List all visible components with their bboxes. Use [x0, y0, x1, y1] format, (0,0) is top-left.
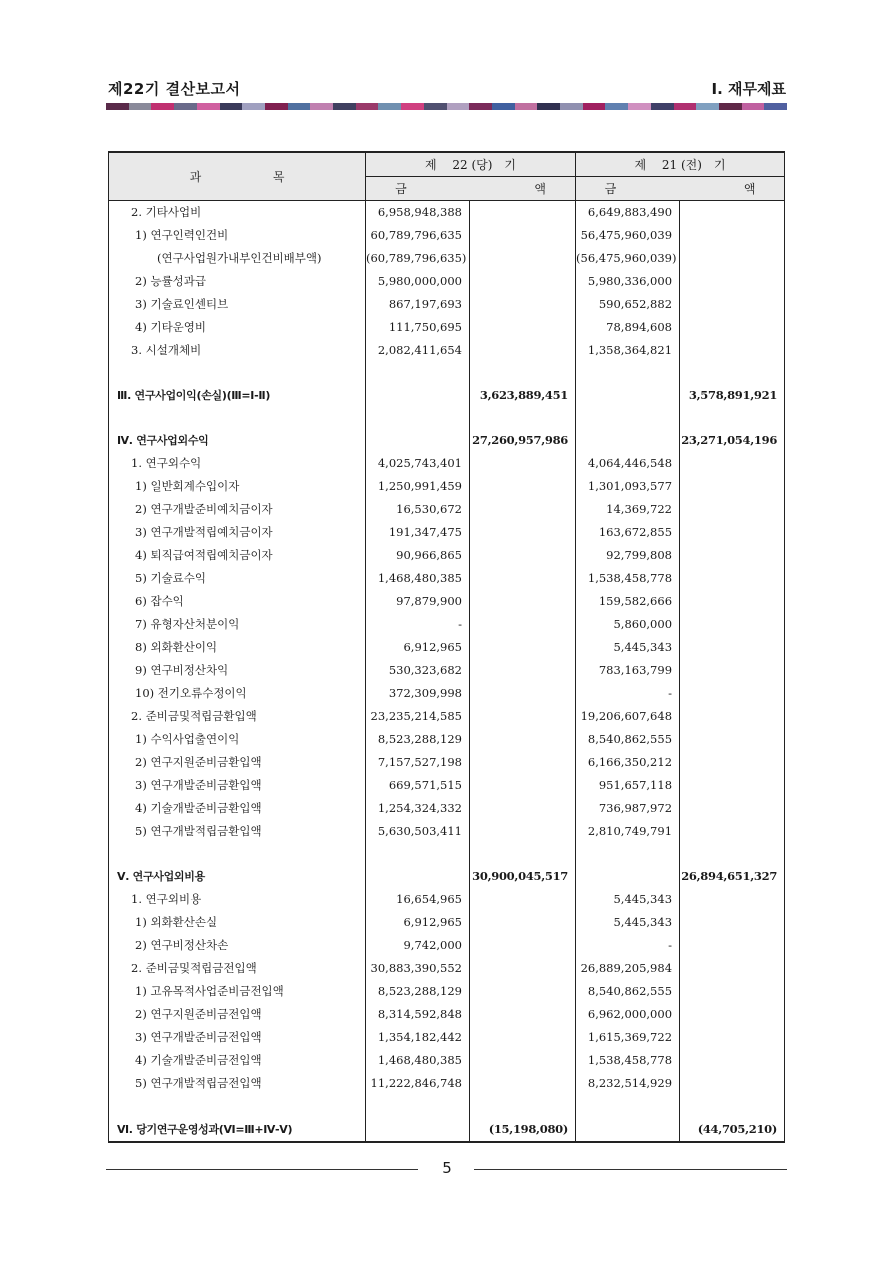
spacer-cell [680, 361, 785, 383]
current-total-amount [470, 635, 576, 658]
section-total-row [109, 383, 785, 406]
current-total-amount [470, 681, 576, 704]
spacer-cell [109, 1094, 366, 1116]
current-total-amount [470, 1025, 576, 1048]
stripe-segment [560, 103, 583, 110]
current-detail-amount: - [366, 612, 470, 635]
section-title: Ⅰ. 재무제표 [711, 80, 786, 98]
income-statement-table [108, 151, 785, 1143]
table-row [109, 566, 785, 589]
spacer-cell [109, 842, 366, 864]
stripe-segment [106, 103, 129, 110]
table-row [109, 520, 785, 543]
current-detail-amount: 5,980,000,000 [366, 269, 470, 292]
table-row [109, 887, 785, 910]
previous-detail-amount: 1,615,369,722 [576, 1025, 680, 1048]
current-detail-amount: 111,750,695 [366, 315, 470, 338]
row-label: 2) 연구개발준비예치금이자 [109, 497, 366, 520]
current-total-amount [470, 933, 576, 956]
row-label: 9) 연구비정산차익 [109, 658, 366, 681]
current-total-amount [470, 796, 576, 819]
current-total-amount [470, 223, 576, 246]
previous-detail-amount: 56,475,960,039 [576, 223, 680, 246]
previous-detail-amount: 1,301,093,577 [576, 474, 680, 497]
current-total-amount [470, 497, 576, 520]
row-label: 7) 유형자산처분이익 [109, 612, 366, 635]
previous-total-amount [680, 933, 785, 956]
previous-amount-header [576, 176, 785, 200]
current-detail-amount [366, 864, 470, 887]
spacer-cell [680, 1094, 785, 1116]
previous-total-amount [680, 612, 785, 635]
previous-detail-amount: 5,445,343 [576, 887, 680, 910]
previous-period-header: 제 21 (전) 기 [576, 152, 785, 176]
stripe-segment [447, 103, 470, 110]
current-detail-amount: 530,323,682 [366, 658, 470, 681]
spacer-row [109, 406, 785, 428]
spacer-cell [680, 406, 785, 428]
page-number: 5 [442, 1159, 452, 1177]
table-row [109, 773, 785, 796]
current-total-amount [470, 1071, 576, 1094]
subject-header-char-a: 과 [189, 169, 202, 184]
previous-detail-amount: 8,232,514,929 [576, 1071, 680, 1094]
current-period-header: 제 22 (당) 기 [366, 152, 576, 176]
row-label: 1. 연구외비용 [109, 887, 366, 910]
spacer-cell [109, 406, 366, 428]
table-row [109, 1025, 785, 1048]
stripe-segment [469, 103, 492, 110]
previous-total-amount [680, 1025, 785, 1048]
previous-detail-amount: 159,582,666 [576, 589, 680, 612]
current-detail-amount: 1,468,480,385 [366, 1048, 470, 1071]
amount-header-char-a: 금 [395, 181, 407, 196]
table-row [109, 750, 785, 773]
previous-detail-amount: 590,652,882 [576, 292, 680, 315]
previous-detail-amount: 26,889,205,984 [576, 956, 680, 979]
previous-detail-amount: - [576, 681, 680, 704]
spacer-cell [366, 361, 470, 383]
previous-detail-amount: 783,163,799 [576, 658, 680, 681]
spacer-cell [576, 361, 680, 383]
stripe-segment [605, 103, 628, 110]
spacer-cell [576, 1094, 680, 1116]
current-total-amount [470, 727, 576, 750]
previous-detail-amount: 19,206,607,648 [576, 704, 680, 727]
stripe-segment [378, 103, 401, 110]
table-row [109, 200, 785, 223]
stripe-segment [288, 103, 311, 110]
previous-total-amount [680, 887, 785, 910]
current-total-amount [470, 910, 576, 933]
current-total-amount [470, 315, 576, 338]
current-total-amount [470, 474, 576, 497]
table-row [109, 292, 785, 315]
stripe-segment [333, 103, 356, 110]
spacer-cell [470, 842, 576, 864]
current-total-amount [470, 246, 576, 269]
table-row [109, 223, 785, 246]
current-total-amount [470, 819, 576, 842]
previous-total-amount [680, 727, 785, 750]
subject-header-char-b: 목 [272, 169, 285, 184]
previous-detail-amount: 5,445,343 [576, 910, 680, 933]
table-row [109, 1048, 785, 1071]
row-label: Ⅲ. 연구사업이익(손실)(Ⅲ=Ⅰ-Ⅱ) [109, 383, 366, 406]
row-label: 2) 연구지원준비금환입액 [109, 750, 366, 773]
previous-total-amount [680, 246, 785, 269]
previous-detail-amount: 736,987,972 [576, 796, 680, 819]
previous-total-amount [680, 589, 785, 612]
current-total-amount: (15,198,080) [470, 1116, 576, 1142]
current-total-amount [470, 887, 576, 910]
table-row [109, 269, 785, 292]
table-row [109, 612, 785, 635]
previous-total-amount [680, 773, 785, 796]
previous-total-amount: 23,271,054,196 [680, 428, 785, 451]
row-label: 4) 퇴직급여적립예치금이자 [109, 543, 366, 566]
table-row [109, 589, 785, 612]
footer-rule-right [474, 1169, 787, 1170]
current-detail-amount: 6,912,965 [366, 910, 470, 933]
stripe-segment [356, 103, 379, 110]
current-detail-amount: 9,742,000 [366, 933, 470, 956]
current-detail-amount: 867,197,693 [366, 292, 470, 315]
row-label: 3) 연구개발적립예치금이자 [109, 520, 366, 543]
subject-column-header [109, 152, 366, 200]
stripe-segment [515, 103, 538, 110]
stripe-segment [197, 103, 220, 110]
table-row [109, 704, 785, 727]
stripe-segment [174, 103, 197, 110]
stripe-segment [265, 103, 288, 110]
current-total-amount [470, 612, 576, 635]
previous-detail-amount: 4,064,446,548 [576, 451, 680, 474]
table-row [109, 819, 785, 842]
current-detail-amount [366, 428, 470, 451]
stripe-segment [764, 103, 787, 110]
row-label: 1) 수익사업출연이익 [109, 727, 366, 750]
current-detail-amount: 6,958,948,388 [366, 200, 470, 223]
current-detail-amount: 97,879,900 [366, 589, 470, 612]
previous-total-amount [680, 566, 785, 589]
previous-detail-amount: 92,799,808 [576, 543, 680, 566]
current-detail-amount: 2,082,411,654 [366, 338, 470, 361]
previous-total-amount [680, 796, 785, 819]
previous-total-amount [680, 1002, 785, 1025]
previous-total-amount [680, 223, 785, 246]
row-label: 5) 연구개발적립금전입액 [109, 1071, 366, 1094]
previous-detail-amount: 5,860,000 [576, 612, 680, 635]
previous-detail-amount: 8,540,862,555 [576, 979, 680, 1002]
footer-rule-left [106, 1169, 418, 1170]
stripe-segment [151, 103, 174, 110]
table-row [109, 474, 785, 497]
current-detail-amount: 23,235,214,585 [366, 704, 470, 727]
stripe-segment [129, 103, 152, 110]
previous-total-amount [680, 658, 785, 681]
previous-detail-amount: (56,475,960,039) [576, 246, 680, 269]
previous-detail-amount: 6,649,883,490 [576, 200, 680, 223]
row-label: 8) 외화환산이익 [109, 635, 366, 658]
previous-total-amount [680, 635, 785, 658]
current-total-amount: 30,900,045,517 [470, 864, 576, 887]
row-label: 1) 일반회계수입이자 [109, 474, 366, 497]
spacer-cell [680, 842, 785, 864]
previous-total-amount [680, 338, 785, 361]
spacer-cell [576, 406, 680, 428]
spacer-cell [366, 1094, 470, 1116]
row-label: 5) 기술료수익 [109, 566, 366, 589]
previous-total-amount [680, 1071, 785, 1094]
spacer-row [109, 1094, 785, 1116]
row-label: 1. 연구외수익 [109, 451, 366, 474]
previous-detail-amount: 78,894,608 [576, 315, 680, 338]
previous-total-amount: (44,705,210) [680, 1116, 785, 1142]
stripe-segment [674, 103, 697, 110]
table-row [109, 543, 785, 566]
row-label: 6) 잡수익 [109, 589, 366, 612]
previous-total-amount [680, 704, 785, 727]
previous-detail-amount: 951,657,118 [576, 773, 680, 796]
current-total-amount [470, 269, 576, 292]
previous-total-amount [680, 292, 785, 315]
amount-header-char-a: 금 [604, 181, 617, 196]
row-label: 3) 연구개발준비금전입액 [109, 1025, 366, 1048]
spacer-cell [366, 406, 470, 428]
previous-detail-amount: 5,445,343 [576, 635, 680, 658]
row-label: 1) 고유목적사업준비금전입액 [109, 979, 366, 1002]
current-detail-amount: 372,309,998 [366, 681, 470, 704]
row-label: 2) 연구비정산차손 [109, 933, 366, 956]
current-detail-amount: 8,523,288,129 [366, 727, 470, 750]
row-label: 1) 외화환산손실 [109, 910, 366, 933]
current-detail-amount: 30,883,390,552 [366, 956, 470, 979]
stripe-segment [696, 103, 719, 110]
previous-total-amount [680, 269, 785, 292]
spacer-cell [576, 842, 680, 864]
amount-header-char-b: 액 [534, 181, 546, 196]
previous-total-amount [680, 910, 785, 933]
previous-detail-amount: 8,540,862,555 [576, 727, 680, 750]
previous-detail-amount [576, 864, 680, 887]
table-row [109, 497, 785, 520]
current-total-amount [470, 979, 576, 1002]
table-row [109, 658, 785, 681]
stripe-segment [242, 103, 265, 110]
row-label: 4) 기타운영비 [109, 315, 366, 338]
previous-detail-amount: - [576, 933, 680, 956]
current-detail-amount: 90,966,865 [366, 543, 470, 566]
previous-detail-amount: 2,810,749,791 [576, 819, 680, 842]
table-body [109, 200, 785, 1142]
row-label: 4) 기술개발준비금전입액 [109, 1048, 366, 1071]
previous-detail-amount [576, 428, 680, 451]
previous-detail-amount [576, 383, 680, 406]
current-detail-amount: (60,789,796,635) [366, 246, 470, 269]
table-row [109, 933, 785, 956]
table-row [109, 246, 785, 269]
row-label: 4) 기술개발준비금환입액 [109, 796, 366, 819]
table-row [109, 681, 785, 704]
current-detail-amount: 5,630,503,411 [366, 819, 470, 842]
previous-total-amount [680, 200, 785, 223]
previous-total-amount [680, 543, 785, 566]
table-row [109, 1002, 785, 1025]
current-amount-header [366, 176, 576, 200]
previous-total-amount [680, 497, 785, 520]
previous-total-amount [680, 474, 785, 497]
row-label: Ⅵ. 당기연구운영성과(Ⅵ=Ⅲ+Ⅳ-Ⅴ) [109, 1116, 366, 1142]
spacer-row [109, 361, 785, 383]
section-total-row [109, 864, 785, 887]
table-row [109, 315, 785, 338]
stripe-segment [719, 103, 742, 110]
stripe-segment [628, 103, 651, 110]
previous-total-amount [680, 681, 785, 704]
previous-total-amount [680, 819, 785, 842]
stripe-segment [220, 103, 243, 110]
current-total-amount [470, 338, 576, 361]
previous-total-amount [680, 750, 785, 773]
current-detail-amount: 16,530,672 [366, 497, 470, 520]
section-total-row [109, 1116, 785, 1142]
stripe-segment [492, 103, 515, 110]
table-row [109, 796, 785, 819]
spacer-cell [470, 361, 576, 383]
row-label: Ⅴ. 연구사업외비용 [109, 864, 366, 887]
previous-detail-amount: 6,166,350,212 [576, 750, 680, 773]
section-total-row [109, 428, 785, 451]
current-total-amount [470, 956, 576, 979]
current-total-amount [470, 589, 576, 612]
current-total-amount [470, 1048, 576, 1071]
previous-total-amount: 26,894,651,327 [680, 864, 785, 887]
current-detail-amount [366, 1116, 470, 1142]
spacer-cell [366, 842, 470, 864]
current-detail-amount: 7,157,527,198 [366, 750, 470, 773]
previous-detail-amount: 6,962,000,000 [576, 1002, 680, 1025]
previous-detail-amount: 14,369,722 [576, 497, 680, 520]
table-row [109, 451, 785, 474]
table-row [109, 1071, 785, 1094]
table-row [109, 910, 785, 933]
header-color-stripe [106, 103, 787, 110]
row-label: 3) 연구개발준비금환입액 [109, 773, 366, 796]
current-total-amount [470, 543, 576, 566]
report-title: 제22기 결산보고서 [108, 80, 241, 98]
row-label: 1) 연구인력인건비 [109, 223, 366, 246]
row-label: 2) 능률성과급 [109, 269, 366, 292]
stripe-segment [310, 103, 333, 110]
current-total-amount [470, 773, 576, 796]
current-detail-amount: 1,468,480,385 [366, 566, 470, 589]
spacer-cell [470, 406, 576, 428]
previous-total-amount [680, 1048, 785, 1071]
previous-detail-amount: 163,672,855 [576, 520, 680, 543]
current-detail-amount: 16,654,965 [366, 887, 470, 910]
current-detail-amount: 191,347,475 [366, 520, 470, 543]
current-total-amount [470, 658, 576, 681]
current-total-amount: 27,260,957,986 [470, 428, 576, 451]
row-label: 2. 준비금및적립금환입액 [109, 704, 366, 727]
stripe-segment [742, 103, 765, 110]
table-row [109, 979, 785, 1002]
previous-detail-amount [576, 1116, 680, 1142]
current-total-amount [470, 566, 576, 589]
previous-total-amount [680, 979, 785, 1002]
table-row [109, 727, 785, 750]
current-total-amount [470, 200, 576, 223]
current-detail-amount: 6,912,965 [366, 635, 470, 658]
row-label: 2) 연구지원준비금전입액 [109, 1002, 366, 1025]
stripe-segment [537, 103, 560, 110]
row-label: (연구사업원가내부인건비배부액) [109, 246, 366, 269]
row-label: Ⅳ. 연구사업외수익 [109, 428, 366, 451]
previous-detail-amount: 1,538,458,778 [576, 1048, 680, 1071]
previous-total-amount [680, 451, 785, 474]
amount-header-char-b: 액 [743, 181, 756, 196]
current-detail-amount: 1,354,182,442 [366, 1025, 470, 1048]
stripe-segment [651, 103, 674, 110]
row-label: 2. 준비금및적립금전입액 [109, 956, 366, 979]
row-label: 3) 기술료인센티브 [109, 292, 366, 315]
current-total-amount [470, 1002, 576, 1025]
current-detail-amount: 8,314,592,848 [366, 1002, 470, 1025]
current-detail-amount: 1,250,991,459 [366, 474, 470, 497]
stripe-segment [583, 103, 606, 110]
current-total-amount: 3,623,889,451 [470, 383, 576, 406]
current-detail-amount: 8,523,288,129 [366, 979, 470, 1002]
current-detail-amount: 11,222,846,748 [366, 1071, 470, 1094]
current-total-amount [470, 451, 576, 474]
previous-detail-amount: 1,358,364,821 [576, 338, 680, 361]
row-label: 5) 연구개발적립금환입액 [109, 819, 366, 842]
current-detail-amount: 60,789,796,635 [366, 223, 470, 246]
previous-total-amount [680, 315, 785, 338]
previous-detail-amount: 5,980,336,000 [576, 269, 680, 292]
table-row [109, 338, 785, 361]
table-row [109, 956, 785, 979]
row-label: 3. 시설개체비 [109, 338, 366, 361]
spacer-cell [470, 1094, 576, 1116]
previous-total-amount [680, 956, 785, 979]
spacer-cell [109, 361, 366, 383]
current-total-amount [470, 704, 576, 727]
current-total-amount [470, 750, 576, 773]
row-label: 10) 전기오류수정이익 [109, 681, 366, 704]
current-total-amount [470, 292, 576, 315]
current-detail-amount [366, 383, 470, 406]
current-total-amount [470, 520, 576, 543]
stripe-segment [424, 103, 447, 110]
current-detail-amount: 4,025,743,401 [366, 451, 470, 474]
previous-total-amount [680, 520, 785, 543]
current-detail-amount: 669,571,515 [366, 773, 470, 796]
current-detail-amount: 1,254,324,332 [366, 796, 470, 819]
previous-total-amount: 3,578,891,921 [680, 383, 785, 406]
row-label: 2. 기타사업비 [109, 200, 366, 223]
table-row [109, 635, 785, 658]
stripe-segment [401, 103, 424, 110]
spacer-row [109, 842, 785, 864]
previous-detail-amount: 1,538,458,778 [576, 566, 680, 589]
